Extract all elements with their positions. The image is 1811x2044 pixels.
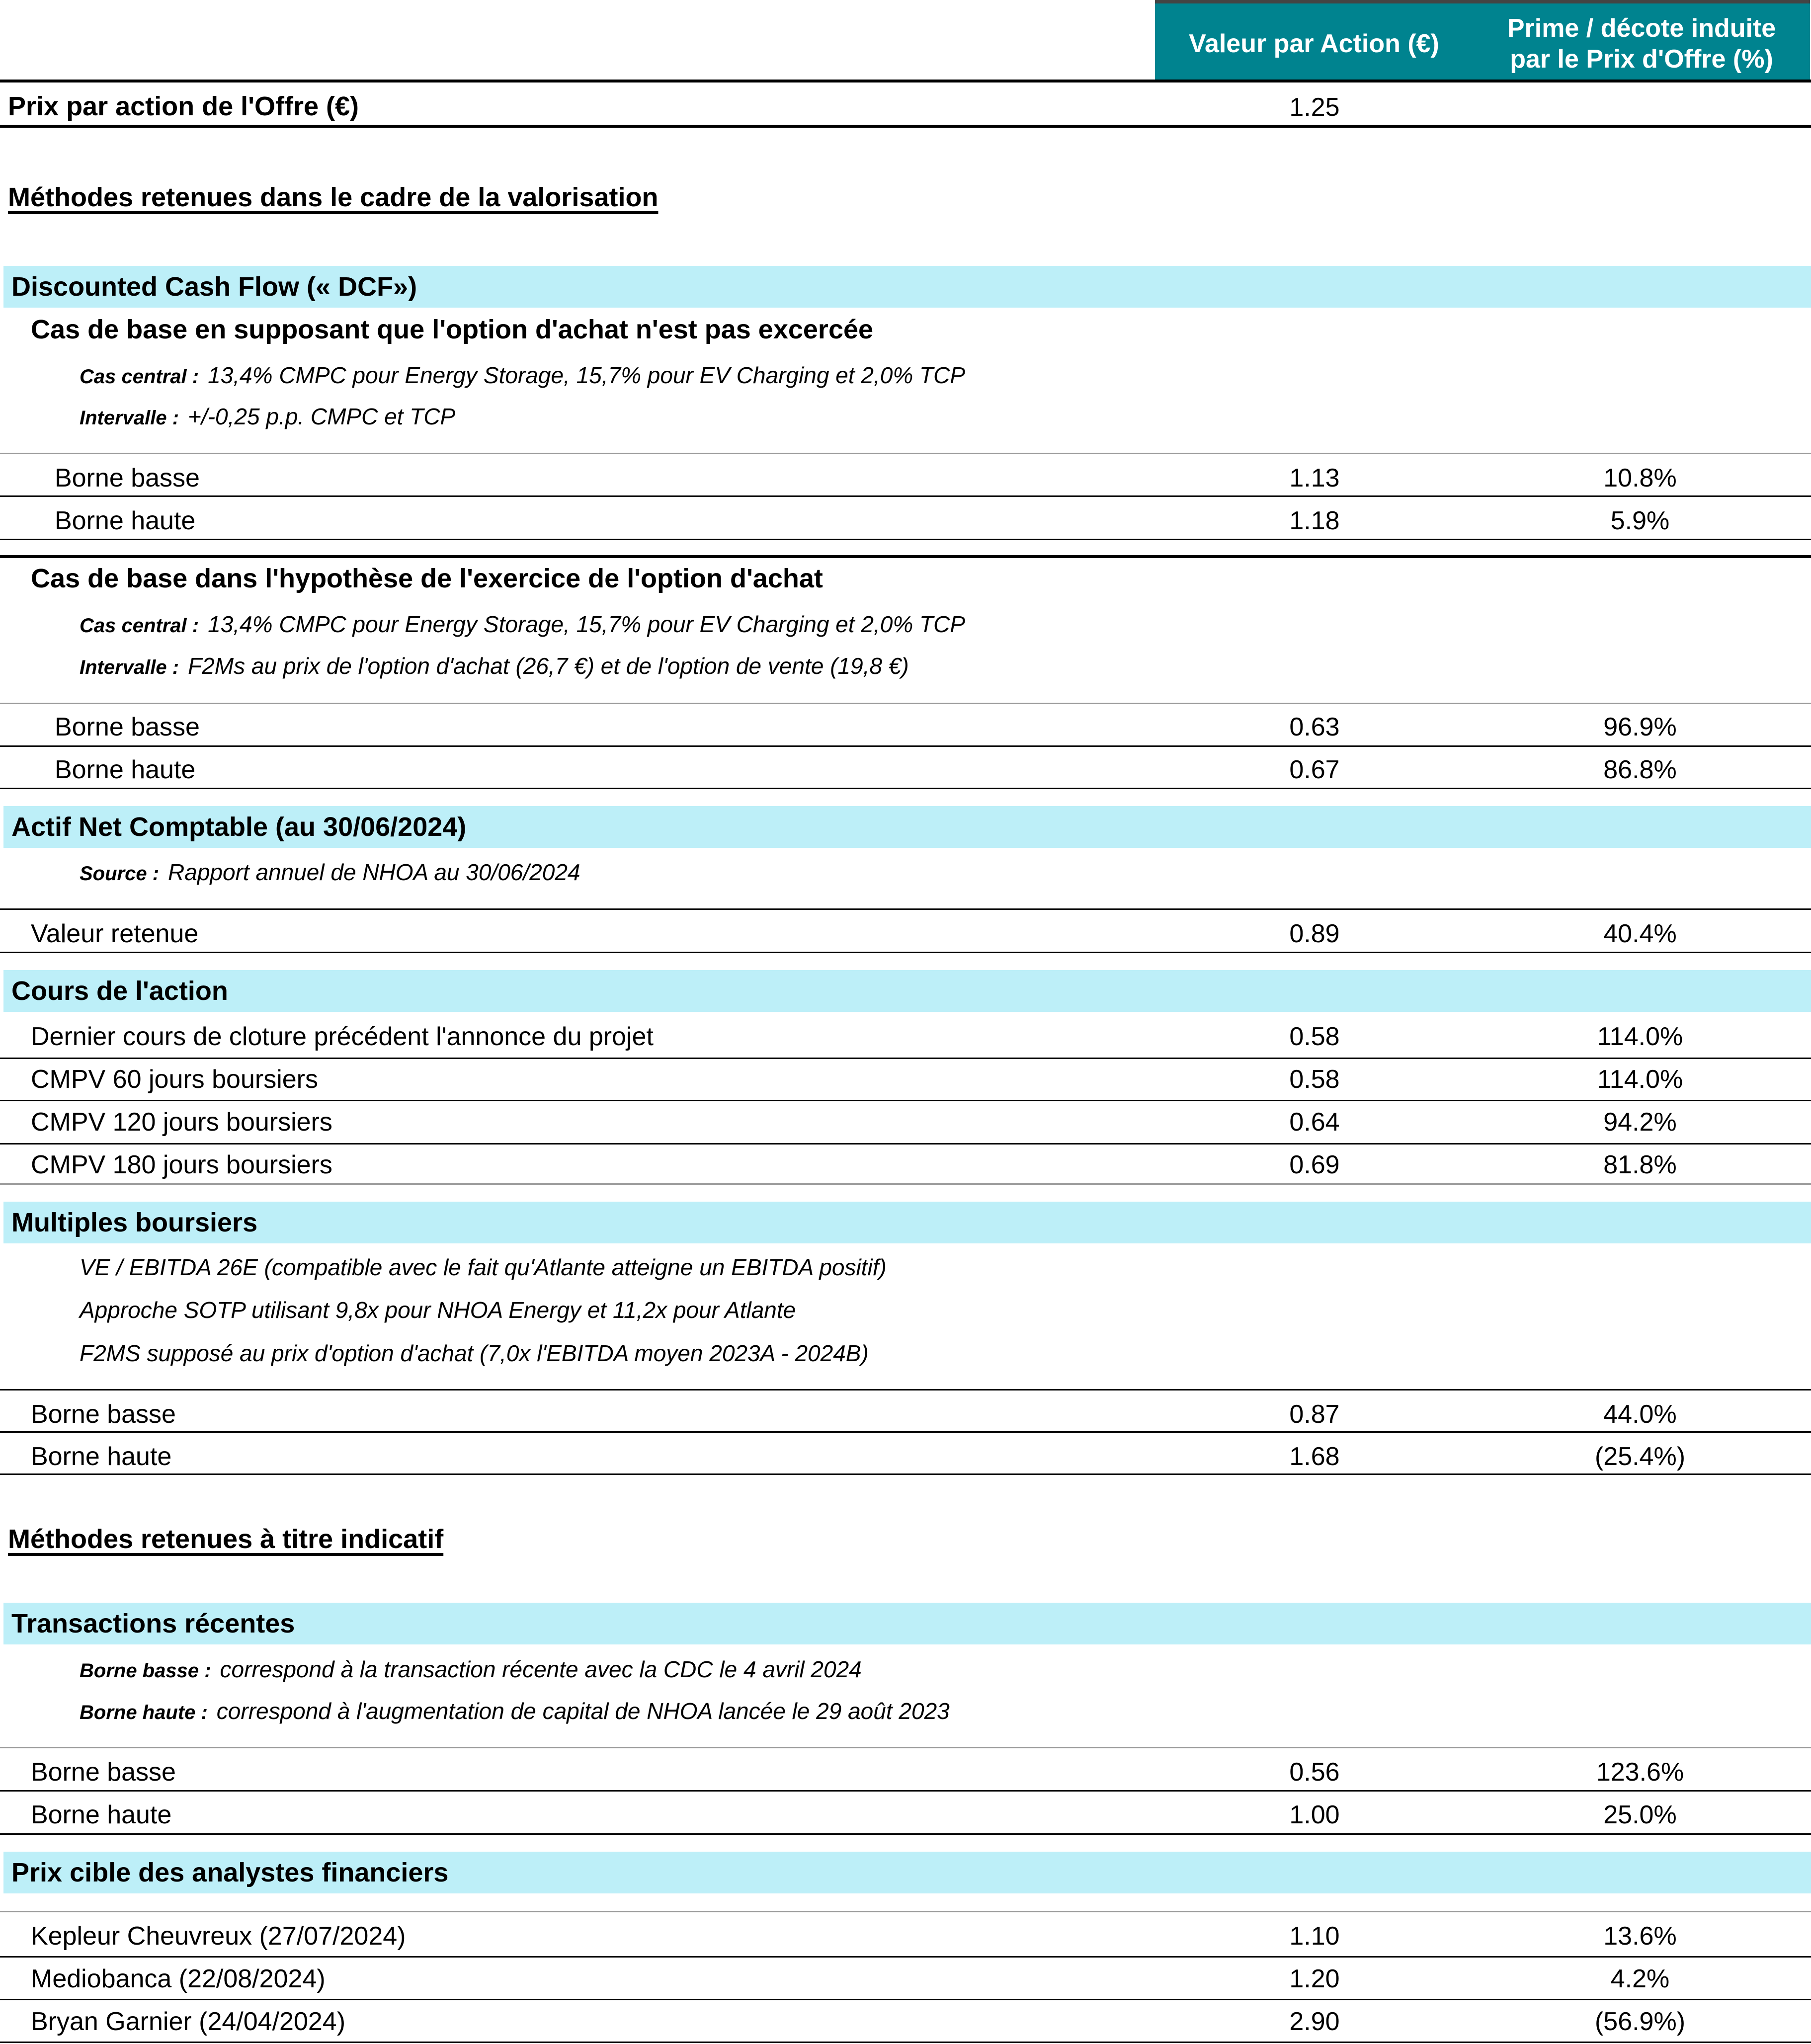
dcf-case1-note-interval: [80, 403, 455, 432]
note-text: 13,4% CMPC pour Energy Storage, 15,7% pour EV Charging et 2,0% TCP: [208, 611, 966, 637]
column-header-premium-line2: par le Prix d'Offre (%): [1510, 45, 1773, 74]
dcf-case1-note-central: [80, 361, 965, 391]
row-value: 0.64: [1289, 1108, 1340, 1137]
band-analysts-label: Prix cible des analystes financiers: [11, 1858, 449, 1887]
row-label: CMPV 120 jours boursiers: [31, 1108, 332, 1137]
row-value: 1.10: [1289, 1922, 1340, 1951]
row-value: 1.68: [1289, 1442, 1340, 1471]
table-header: [1155, 0, 1810, 81]
row-value: 1.18: [1289, 506, 1340, 535]
row-value: 0.89: [1289, 919, 1340, 948]
note-text: correspond à la transaction récente avec la CDC le 4 avril 2024: [220, 1656, 862, 1682]
row-label: Kepleur Cheuvreux (27/07/2024): [31, 1922, 406, 1951]
row-label: Borne haute: [55, 755, 196, 784]
row-premium: 86.8%: [1603, 755, 1677, 784]
row-label: Bryan Garnier (24/04/2024): [31, 2007, 346, 2036]
note-label: Borne basse :: [80, 1660, 211, 1682]
divider: [0, 1100, 1811, 1101]
divider: [0, 908, 1811, 910]
divider: [0, 1143, 1811, 1145]
divider: [0, 1389, 1811, 1390]
divider: [0, 1956, 1811, 1958]
divider: [0, 1747, 1811, 1748]
row-label: Dernier cours de cloture précédent l'annonce du projet: [31, 1022, 654, 1051]
divider: [0, 788, 1811, 789]
note-text: Rapport annuel de NHOA au 30/06/2024: [168, 859, 580, 885]
row-value: 0.58: [1289, 1065, 1340, 1094]
transactions-note-low: [80, 1655, 862, 1685]
note-label: Borne haute :: [80, 1702, 208, 1723]
row-premium: 81.8%: [1603, 1150, 1677, 1179]
row-premium: 114.0%: [1597, 1065, 1683, 1094]
band-dcf-label: Discounted Cash Flow (« DCF»): [11, 272, 417, 302]
row-label: CMPV 180 jours boursiers: [31, 1150, 332, 1179]
row-label: Borne haute: [31, 1442, 172, 1471]
divider: [0, 555, 1811, 558]
divider: [0, 1833, 1811, 1835]
row-value: 0.63: [1289, 713, 1340, 741]
note-label: Cas central :: [80, 366, 199, 388]
divider: [0, 703, 1811, 704]
divider: [0, 1790, 1811, 1792]
row-label: Borne haute: [31, 1800, 172, 1829]
divider: [0, 495, 1811, 497]
row-value: 2.90: [1289, 2007, 1340, 2036]
band-multiples-label: Multiples boursiers: [11, 1208, 258, 1237]
anc-note-source: [80, 858, 580, 888]
row-premium: 13.6%: [1603, 1922, 1677, 1951]
divider: [0, 125, 1811, 128]
note-label: Intervalle :: [80, 407, 179, 429]
band-multiples: [3, 1202, 1811, 1243]
row-label: CMPV 60 jours boursiers: [31, 1065, 318, 1094]
note-label: Cas central :: [80, 615, 199, 637]
row-premium: 4.2%: [1610, 1964, 1670, 1993]
row-premium: 10.8%: [1603, 464, 1677, 492]
divider: [0, 2042, 1811, 2043]
row-premium: (25.4%): [1594, 1442, 1686, 1471]
row-premium: (56.9%): [1594, 2007, 1686, 2036]
band-share-price-label: Cours de l'action: [11, 976, 228, 1006]
dcf-case2-title: Cas de base dans l'hypothèse de l'exercice de l'option d'achat: [31, 564, 823, 593]
divider: [0, 1911, 1811, 1912]
offer-price-value: 1.25: [1289, 93, 1340, 122]
row-premium: 25.0%: [1603, 1800, 1677, 1829]
band-transactions-label: Transactions récentes: [11, 1609, 295, 1638]
row-value: 1.20: [1289, 1964, 1340, 1993]
row-label: Borne basse: [55, 713, 200, 741]
row-value: 0.56: [1289, 1758, 1340, 1787]
divider: [0, 1999, 1811, 2000]
row-premium: 96.9%: [1603, 713, 1677, 741]
note-label: Source :: [80, 863, 160, 885]
row-value: 1.13: [1289, 464, 1340, 492]
divider: [0, 80, 1811, 82]
row-label: Borne basse: [55, 464, 200, 492]
note-text: correspond à l'augmentation de capital de NHOA lancée le 29 août 2023: [216, 1698, 950, 1724]
row-value: 0.58: [1289, 1022, 1340, 1051]
divider: [0, 952, 1811, 953]
row-premium: 123.6%: [1596, 1758, 1684, 1787]
row-value: 0.87: [1289, 1400, 1340, 1429]
band-share-price: [3, 970, 1811, 1012]
column-header-premium: [1473, 7, 1810, 81]
transactions-note-high: [80, 1697, 950, 1726]
note-text: F2Ms au prix de l'option d'achat (26,7 €) et de l'option de vente (19,8 €): [188, 653, 909, 679]
row-label: Valeur retenue: [31, 919, 199, 948]
divider: [0, 745, 1811, 747]
dcf-case1-title: Cas de base en supposant que l'option d'achat n'est pas excercée: [31, 315, 874, 344]
note-label: Intervalle :: [80, 656, 179, 678]
row-value: 1.00: [1289, 1800, 1340, 1829]
band-analysts: [3, 1852, 1811, 1893]
row-label: Mediobanca (22/08/2024): [31, 1964, 326, 1993]
band-anc-label: Actif Net Comptable (au 30/06/2024): [11, 812, 467, 842]
note-text: 13,4% CMPC pour Energy Storage, 15,7% pour EV Charging et 2,0% TCP: [208, 362, 966, 388]
divider: [0, 453, 1811, 454]
row-label: Borne haute: [55, 506, 196, 535]
row-premium: 44.0%: [1603, 1400, 1677, 1429]
column-header-premium-line1: Prime / décote induite: [1507, 14, 1776, 43]
row-premium: 40.4%: [1603, 919, 1677, 948]
row-premium: 114.0%: [1597, 1022, 1683, 1051]
section-title-retained: Méthodes retenues dans le cadre de la valorisation: [8, 182, 659, 212]
row-value: 0.69: [1289, 1150, 1340, 1179]
divider: [0, 1473, 1811, 1475]
row-label: Borne basse: [31, 1758, 176, 1787]
section-title-indicative: Méthodes retenues à titre indicatif: [8, 1524, 444, 1554]
row-value: 0.67: [1289, 755, 1340, 784]
dcf-case2-note-interval: [80, 652, 909, 681]
row-premium: 94.2%: [1603, 1108, 1677, 1137]
band-dcf: [3, 266, 1811, 308]
divider: [0, 539, 1811, 540]
divider: [0, 1431, 1811, 1433]
divider: [0, 1183, 1811, 1185]
band-transactions: [3, 1603, 1811, 1644]
multiples-note: F2MS supposé au prix d'option d'achat (7,0x l'EBITDA moyen 2023A - 2024B): [80, 1340, 869, 1366]
band-anc: [3, 806, 1811, 848]
dcf-case2-note-central: [80, 610, 965, 640]
column-header-value: [1155, 7, 1473, 81]
row-premium: 5.9%: [1610, 506, 1670, 535]
divider: [0, 1058, 1811, 1059]
multiples-note: Approche SOTP utilisant 9,8x pour NHOA Energy et 11,2x pour Atlante: [80, 1297, 796, 1323]
note-text: +/-0,25 p.p. CMPC et TCP: [188, 404, 456, 429]
offer-price-label: Prix par action de l'Offre (€): [8, 91, 359, 121]
multiples-note: VE / EBITDA 26E (compatible avec le fait qu'Atlante atteigne un EBITDA positif): [80, 1254, 887, 1280]
row-label: Borne basse: [31, 1400, 176, 1429]
column-header-value-text: Valeur par Action (€): [1189, 29, 1439, 58]
